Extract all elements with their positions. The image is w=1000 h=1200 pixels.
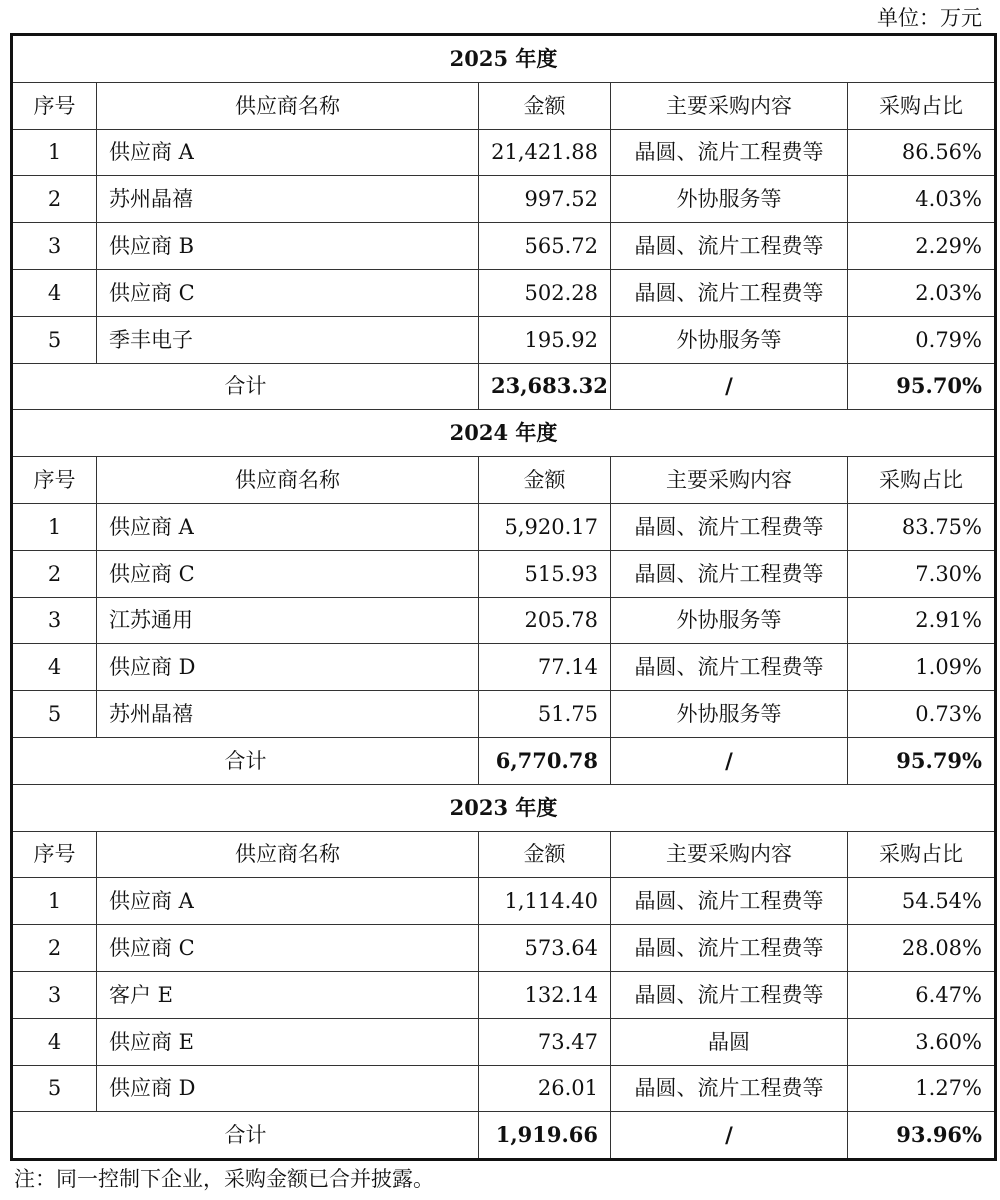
table-row [12, 129, 996, 176]
row-ratio: 7.30% [848, 550, 996, 597]
row-ratio: 4.03% [848, 176, 996, 223]
footnote: 注：同一控制下企业，采购金额已合并披露。 [14, 1167, 434, 1191]
row-seq: 4 [12, 1018, 97, 1065]
row-name: 供应商 A [97, 878, 479, 925]
header-row [12, 82, 996, 129]
table-row [12, 269, 996, 316]
row-amount: 573.64 [479, 925, 611, 972]
header-row [12, 457, 996, 504]
row-name: 供应商 A [97, 129, 479, 176]
row-seq: 5 [12, 691, 97, 738]
header-name: 供应商名称 [97, 82, 479, 129]
row-seq: 4 [12, 269, 97, 316]
total-label: 合计 [12, 1112, 479, 1160]
row-amount: 997.52 [479, 176, 611, 223]
row-name: 供应商 C [97, 925, 479, 972]
row-amount: 51.75 [479, 691, 611, 738]
total-label: 合计 [12, 737, 479, 784]
row-amount: 205.78 [479, 597, 611, 644]
unit-label: 单位：万元 [877, 6, 982, 30]
row-amount: 5,920.17 [479, 503, 611, 550]
row-ratio: 1.27% [848, 1065, 996, 1112]
row-content: 晶圆、流片工程费等 [611, 503, 848, 550]
row-content: 晶圆、流片工程费等 [611, 269, 848, 316]
table-row [12, 176, 996, 223]
table-row [12, 878, 996, 925]
row-content: 外协服务等 [611, 316, 848, 363]
row-name: 客户 E [97, 971, 479, 1018]
row-name: 供应商 C [97, 269, 479, 316]
header-seq: 序号 [12, 831, 97, 878]
row-ratio: 83.75% [848, 503, 996, 550]
table-row [12, 644, 996, 691]
row-amount: 73.47 [479, 1018, 611, 1065]
header-amount: 金额 [479, 82, 611, 129]
row-amount: 502.28 [479, 269, 611, 316]
header-content: 主要采购内容 [611, 831, 848, 878]
year-row [12, 410, 996, 457]
header-row [12, 831, 996, 878]
row-amount: 1,114.40 [479, 878, 611, 925]
row-name: 供应商 E [97, 1018, 479, 1065]
row-seq: 5 [12, 316, 97, 363]
year-row [12, 35, 996, 83]
table-row [12, 223, 996, 270]
row-content: 晶圆 [611, 1018, 848, 1065]
row-name: 苏州晶禧 [97, 691, 479, 738]
header-amount: 金额 [479, 831, 611, 878]
total-row [12, 1112, 996, 1160]
header-content: 主要采购内容 [611, 82, 848, 129]
table-row [12, 550, 996, 597]
row-content: 外协服务等 [611, 176, 848, 223]
row-ratio: 0.73% [848, 691, 996, 738]
row-name: 供应商 D [97, 1065, 479, 1112]
total-content: / [611, 1112, 848, 1160]
row-ratio: 6.47% [848, 971, 996, 1018]
total-ratio: 93.96% [848, 1112, 996, 1160]
row-seq: 1 [12, 503, 97, 550]
row-content: 晶圆、流片工程费等 [611, 550, 848, 597]
row-seq: 5 [12, 1065, 97, 1112]
row-ratio: 2.29% [848, 223, 996, 270]
table-row [12, 691, 996, 738]
row-amount: 195.92 [479, 316, 611, 363]
row-ratio: 2.91% [848, 597, 996, 644]
row-amount: 77.14 [479, 644, 611, 691]
row-name: 季丰电子 [97, 316, 479, 363]
row-content: 晶圆、流片工程费等 [611, 223, 848, 270]
total-ratio: 95.70% [848, 363, 996, 410]
row-ratio: 2.03% [848, 269, 996, 316]
row-name: 供应商 B [97, 223, 479, 270]
table-row [12, 925, 996, 972]
total-label: 合计 [12, 363, 479, 410]
row-content: 晶圆、流片工程费等 [611, 878, 848, 925]
header-ratio: 采购占比 [848, 457, 996, 504]
table-row [12, 971, 996, 1018]
header-name: 供应商名称 [97, 457, 479, 504]
row-ratio: 1.09% [848, 644, 996, 691]
year-label: 2025 年度 [12, 35, 996, 83]
row-content: 外协服务等 [611, 691, 848, 738]
year-label: 2024 年度 [12, 410, 996, 457]
header-content: 主要采购内容 [611, 457, 848, 504]
year-label: 2023 年度 [12, 784, 996, 831]
row-name: 供应商 D [97, 644, 479, 691]
header-amount: 金额 [479, 457, 611, 504]
total-ratio: 95.79% [848, 737, 996, 784]
row-content: 晶圆、流片工程费等 [611, 1065, 848, 1112]
row-seq: 2 [12, 925, 97, 972]
table-row [12, 503, 996, 550]
row-amount: 515.93 [479, 550, 611, 597]
row-seq: 3 [12, 971, 97, 1018]
row-name: 江苏通用 [97, 597, 479, 644]
row-ratio: 54.54% [848, 878, 996, 925]
row-ratio: 86.56% [848, 129, 996, 176]
row-seq: 1 [12, 129, 97, 176]
row-name: 苏州晶禧 [97, 176, 479, 223]
header-seq: 序号 [12, 82, 97, 129]
total-content: / [611, 363, 848, 410]
header-seq: 序号 [12, 457, 97, 504]
row-content: 外协服务等 [611, 597, 848, 644]
table-row [12, 316, 996, 363]
row-seq: 4 [12, 644, 97, 691]
row-name: 供应商 A [97, 503, 479, 550]
row-ratio: 0.79% [848, 316, 996, 363]
table-row [12, 597, 996, 644]
row-seq: 3 [12, 597, 97, 644]
row-seq: 2 [12, 550, 97, 597]
row-amount: 565.72 [479, 223, 611, 270]
row-content: 晶圆、流片工程费等 [611, 925, 848, 972]
total-amount: 1,919.66 [479, 1112, 611, 1160]
row-amount: 21,421.88 [479, 129, 611, 176]
total-amount: 23,683.32 [479, 363, 611, 410]
header-name: 供应商名称 [97, 831, 479, 878]
row-ratio: 28.08% [848, 925, 996, 972]
table-row [12, 1018, 996, 1065]
header-ratio: 采购占比 [848, 831, 996, 878]
total-amount: 6,770.78 [479, 737, 611, 784]
row-content: 晶圆、流片工程费等 [611, 129, 848, 176]
row-amount: 132.14 [479, 971, 611, 1018]
year-row [12, 784, 996, 831]
row-name: 供应商 C [97, 550, 479, 597]
table-row [12, 1065, 996, 1112]
row-amount: 26.01 [479, 1065, 611, 1112]
header-ratio: 采购占比 [848, 82, 996, 129]
row-seq: 1 [12, 878, 97, 925]
row-seq: 3 [12, 223, 97, 270]
total-row [12, 363, 996, 410]
supplier-table [10, 33, 997, 1161]
row-content: 晶圆、流片工程费等 [611, 971, 848, 1018]
total-row [12, 737, 996, 784]
row-content: 晶圆、流片工程费等 [611, 644, 848, 691]
row-ratio: 3.60% [848, 1018, 996, 1065]
total-content: / [611, 737, 848, 784]
row-seq: 2 [12, 176, 97, 223]
